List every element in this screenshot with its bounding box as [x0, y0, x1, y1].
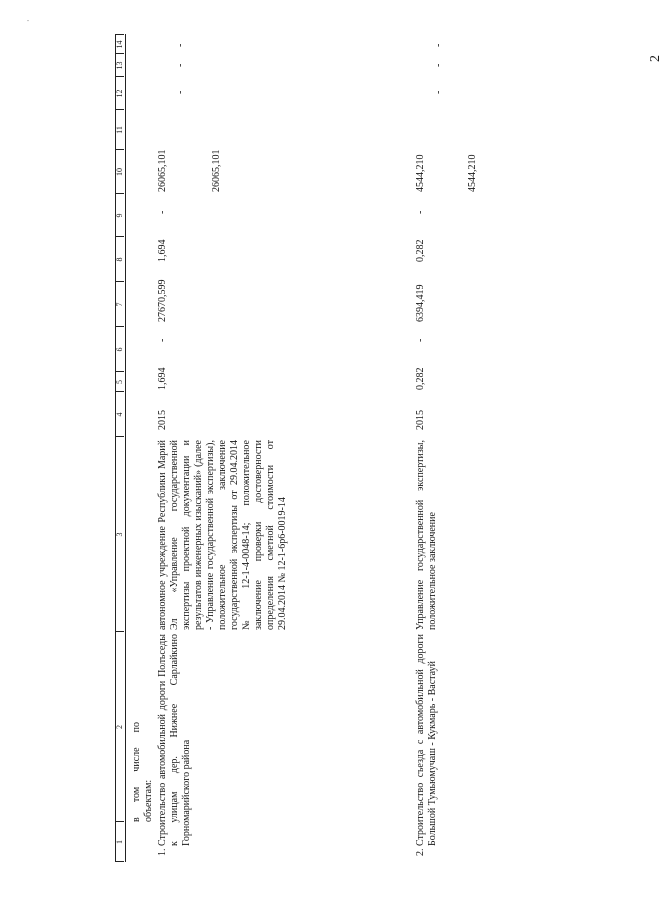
column-number: 6 — [115, 347, 124, 352]
row-basis: автономное учреждение Республики Марий Эл «Управление государственной экспертизы проектной документации и результатов инженерных изысканий» (далее - Управление государственной экспертизы), положительное заключение государственной экспертизы от 29.04.2014 № 12-1-4-0048-14; положительное заключение проверки достоверности определения сметной стоимости от 29.04.2014 № 12-1-6р6-0019-14 — [157, 440, 288, 630]
row-c6: - — [157, 338, 168, 342]
page-number: 2 — [648, 55, 663, 62]
row-basis: Управление государственной экспертизы, положительное заключение — [415, 440, 438, 630]
column-number: 3 — [115, 532, 124, 537]
row-c6: - — [415, 338, 426, 342]
row-c12: - — [175, 90, 186, 94]
row-c14: - — [175, 43, 186, 47]
column-number: 8 — [115, 257, 124, 262]
row-object-name: Строительство автомобильной дороги Полъседы к улицам дер. Нижнее Сарлайкино Горномарийского района — [157, 634, 192, 846]
row-c13: - — [433, 63, 444, 67]
row-c11: 26065,101 — [211, 149, 222, 192]
row-c14: - — [433, 43, 444, 47]
row-year: 2015 — [157, 410, 168, 430]
column-number: 12 — [115, 89, 124, 98]
column-number: 2 — [115, 725, 124, 729]
row-c5: 0,282 — [415, 367, 426, 390]
row-c9: - — [157, 210, 168, 214]
objects-table — [115, 34, 515, 862]
column-number: 4 — [115, 412, 124, 417]
column-number: 14 — [115, 40, 124, 49]
row-c12: - — [433, 90, 444, 94]
column-number: 9 — [115, 213, 124, 218]
row-object-name: Строительство съезда с автомобильной дороги Большой Тумьюмучаш - Кукмарь - Вастауй — [415, 634, 438, 846]
scan-mark: · — [24, 19, 33, 22]
header-bottom-rule — [125, 34, 126, 862]
row-year: 2015 — [415, 410, 426, 430]
row-c7: 27670,599 — [157, 279, 168, 322]
column-number: 13 — [115, 61, 124, 70]
row-c10: 4544,210 — [415, 154, 426, 192]
row-c7: 6394,419 — [415, 284, 426, 322]
row-c13: - — [175, 63, 186, 67]
row-c8: 1,694 — [157, 239, 168, 262]
column-number: 7 — [115, 302, 124, 307]
row-c8: 0,282 — [415, 239, 426, 262]
row-c9: - — [415, 210, 426, 214]
intro-label: в том числе по объектам: — [131, 722, 154, 822]
column-number: 10 — [115, 168, 124, 176]
row-c10: 26065,101 — [157, 149, 168, 192]
column-number: 5 — [115, 380, 124, 384]
row-number: 1. — [157, 848, 168, 856]
row-c5: 1,694 — [157, 367, 168, 390]
row-c11: 4544,210 — [467, 154, 478, 192]
column-number: 11 — [115, 126, 124, 134]
row-number: 2. — [415, 848, 426, 856]
column-number: 1 — [115, 840, 124, 844]
